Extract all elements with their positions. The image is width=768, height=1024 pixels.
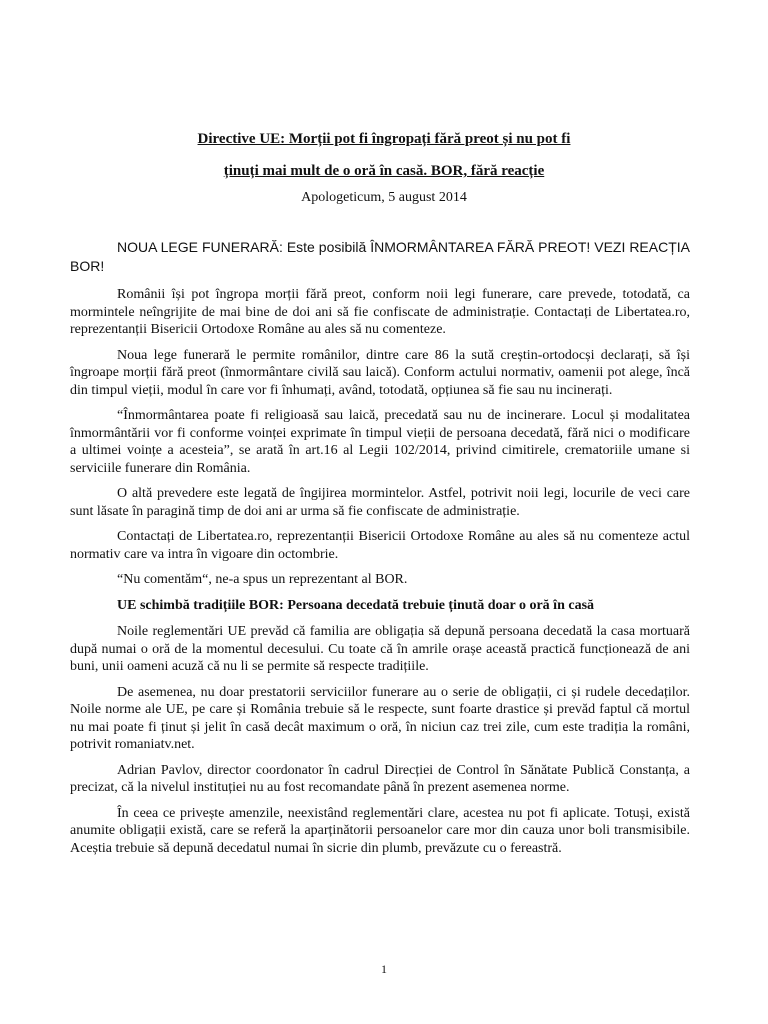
- paragraph: Adrian Pavlov, director coordonator în cadrul Direcției de Control în Sănătate Publică Constanța, a precizat, că la nivelul instituției nu au fost recomandate până în prezent asemenea norme.: [70, 762, 690, 795]
- paragraph: Noua lege funerară le permite românilor, dintre care 86 la sută creștin-ortodocși declarați, să își îngroape morții fără preot (înmormântare civilă sau laică). Conform actului normativ, oamenii pot alege, încă din timpul vieții, modul în care vor fi înhumați, având, totodată, opțiunea să fie sau nu incinerați.: [70, 347, 690, 398]
- paragraph: Contactați de Libertatea.ro, reprezentanții Bisericii Ortodoxe Române au ales să nu comenteze actul normativ care va intra în vigoare din octombrie.: [70, 529, 690, 562]
- article-body: [70, 238, 690, 865]
- paragraph: De asemenea, nu doar prestatorii serviciilor funerare au o serie de obligații, ci și rudele decedaților. Noile norme ale UE, pe care și România trebuie să le respecte, sunt foarte drastice și prevăd faptul că mortul nu mai poate fi ținut și jelit în casă decât maximum o oră, în niciun caz trei zile, cum este tradiția la români, potrivit romaniatv.net.: [70, 684, 690, 752]
- article-title-line-2: ținuți mai mult de o oră în casă. BOR, fără reacție: [223, 163, 545, 179]
- paragraph: Românii își pot îngropa morții fără preot, conform noii legi funerare, care prevede, totodată, ca mormintele neîngrijite de mai bine de doi ani să fie confiscate de administrație. Contactați de Libertatea.ro, reprezentanții Bisericii Ortodoxe Române au ales să nu comenteze.: [70, 287, 690, 337]
- article-byline: Apologeticum, 5 august 2014: [301, 190, 467, 205]
- paragraph: Noile reglementări UE prevăd că familia are obligația să depună persoana decedată la casa mortuară după numai o oră de la momentul decesului. Cu toate că în amrile orașe această practică funcționează de ani buni, unii oameni acuză că nu li se permite să respecte tradițiile.: [70, 624, 690, 674]
- quote-paragraph: “Înmormântarea poate fi religioasă sau laică, precedată sau nu de incinerare. Locul și modalitatea înmormântării vor fi conforme voinței exprimate în timpul vieții de persoana decedată, fără nici o modificare a ultimei voințe a acesteia”, se arată în art.16 al Legii 102/2014, privind cimitirele, crematoriile umane si serviciile funerare din România.: [70, 408, 690, 476]
- paragraph: În ceea ce privește amenzile, neexistând reglementări clare, acestea nu pot fi aplicate. Totuși, există anumite obligații există, care se referă la aparținătorii persoanelor care mor din cauza unor boli transmisibile. Aceștia trebuie să depună decedatul numai în sicrie din plumb, prevăzute cu o fereastră.: [70, 805, 690, 856]
- paragraph: O altă prevedere este legată de îngijirea mormintelor. Astfel, potrivit noii legi, locurile de veci care sunt lăsate în paragină timp de doi ani ar urma să fie confiscate de administrație.: [70, 486, 690, 519]
- lede-paragraph: NOUA LEGE FUNERARĂ: Este posibilă ÎNMORMÂNTAREA FĂRĂ PREOT! VEZI REACȚIA BOR!: [70, 239, 690, 274]
- paragraph: “Nu comentăm“, ne-a spus un reprezentant al BOR.: [117, 572, 408, 587]
- article-title-line-1: Directive UE: Morții pot fi îngropați fără preot și nu pot fi: [197, 131, 571, 147]
- page-number: 1: [381, 962, 387, 976]
- section-heading: UE schimbă tradițiile BOR: Persoana decedată trebuie ținută doar o oră în casă: [117, 597, 595, 613]
